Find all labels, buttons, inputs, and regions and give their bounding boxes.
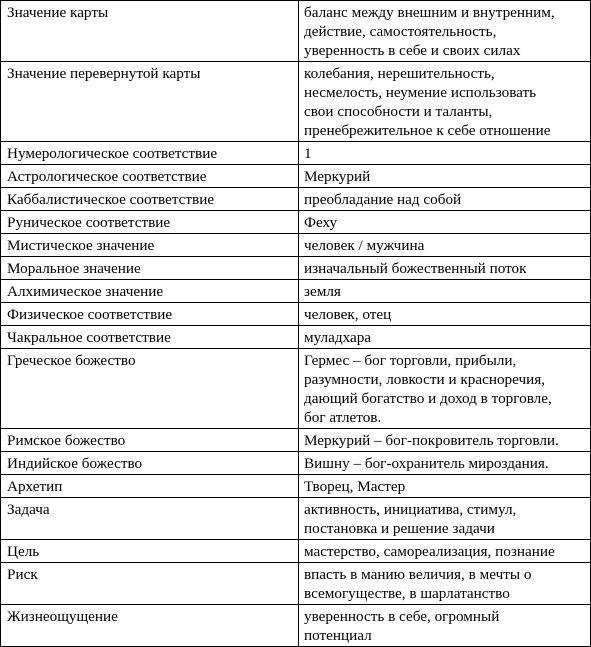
table-row [1, 452, 591, 475]
row-value: баланс между внешним и внутренним, действие, самостоятельность, уверенность в себе и своих силах [299, 1, 591, 62]
row-value: активность, инициатива, стимул, постановка и решение задачи [299, 498, 591, 540]
row-value: Творец, Мастер [299, 475, 591, 498]
row-value: человек, отец [299, 303, 591, 326]
row-label: Греческое божество [1, 349, 299, 429]
table-row [1, 540, 591, 563]
row-label: Каббалистическое соответствие [1, 188, 299, 211]
row-label: Моральное значение [1, 257, 299, 280]
row-value: изначальный божественный поток [299, 257, 591, 280]
row-label: Цель [1, 540, 299, 563]
table-row [1, 475, 591, 498]
table-row [1, 303, 591, 326]
row-value: мастерство, самореализация, познание [299, 540, 591, 563]
table-row [1, 257, 591, 280]
table-row [1, 188, 591, 211]
row-label: Руническое соответствие [1, 211, 299, 234]
row-value: колебания, нерешительность, несмелость, неумение использовать свои способности и таланты, пренебрежительное к себе отношение [299, 62, 591, 142]
row-label: Задача [1, 498, 299, 540]
row-value: Меркурий – бог-покровитель торговли. [299, 429, 591, 452]
row-label: Мистическое значение [1, 234, 299, 257]
row-value: Меркурий [299, 165, 591, 188]
row-value: земля [299, 280, 591, 303]
table-row [1, 211, 591, 234]
row-value: человек / мужчина [299, 234, 591, 257]
table-row [1, 498, 591, 540]
table-row [1, 234, 591, 257]
row-value: уверенность в себе, огромный потенциал [299, 605, 591, 647]
row-value: Вишну – бог-охранитель мироздания. [299, 452, 591, 475]
row-label: Индийское божество [1, 452, 299, 475]
table-row [1, 165, 591, 188]
row-value: Гермес – бог торговли, прибыли, разумности, ловкости и красноречия, дающий богатство и доход в торговле, бог атлетов. [299, 349, 591, 429]
row-label: Алхимическое значение [1, 280, 299, 303]
row-label: Значение перевернутой карты [1, 62, 299, 142]
table-row [1, 326, 591, 349]
row-label: Римское божество [1, 429, 299, 452]
table-row [1, 142, 591, 165]
row-label: Жизнеощущение [1, 605, 299, 647]
row-label: Риск [1, 563, 299, 605]
row-label: Физическое соответствие [1, 303, 299, 326]
table-row [1, 1, 591, 62]
row-label: Чакральное соответствие [1, 326, 299, 349]
table-row [1, 62, 591, 142]
row-label: Астрологическое соответствие [1, 165, 299, 188]
table-row [1, 563, 591, 605]
row-label: Нумерологическое соответствие [1, 142, 299, 165]
row-label: Архетип [1, 475, 299, 498]
row-value: преобладание над собой [299, 188, 591, 211]
row-value: Феху [299, 211, 591, 234]
table-row [1, 349, 591, 429]
table-row [1, 605, 591, 647]
table-row [1, 280, 591, 303]
row-value: муладхара [299, 326, 591, 349]
row-value: 1 [299, 142, 591, 165]
row-value: впасть в манию величия, в мечты о всемогуществе, в шарлатанство [299, 563, 591, 605]
table-row [1, 429, 591, 452]
row-label: Значение карты [1, 1, 299, 62]
